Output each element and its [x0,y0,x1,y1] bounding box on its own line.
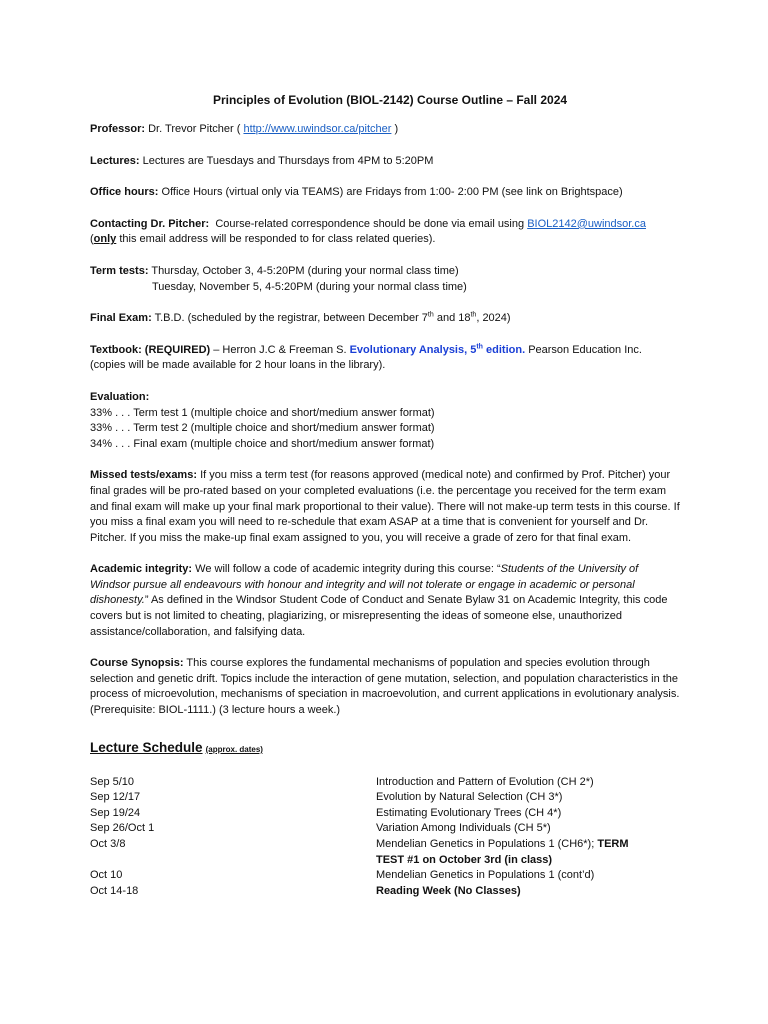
term-test-2: Tuesday, November 5, 4-5:20PM (during your normal class time) [152,280,467,293]
lectures-label: Lectures: [90,154,140,167]
final-exam-text-c: , 2024) [476,312,511,325]
textbook-label: Textbook: (REQUIRED) [90,343,211,356]
evaluation-item: 33% . . . Term test 1 (multiple choice and short/medium answer format) [90,406,435,419]
schedule-topic-cell [376,853,680,869]
academic-integrity-text-b: ” As defined in the Windsor Student Code of Conduct and Senate Bylaw 31 on Academic Integrity, this code covers but is not limited to cheating, plagiarizing, or misrepresenting the ideas of someone else, unauthorized assistance/collaboration, and falsifying data. [90,594,668,638]
final-exam-sup-b: th [470,311,477,319]
lecture-schedule-subtitle: (approx. dates) [205,744,263,754]
schedule-row [90,837,680,853]
term-tests-label: Term tests: [90,264,149,277]
final-exam-text-b: and 18 [436,312,471,325]
schedule-topic: Introduction and Pattern of Evolution (CH 2*) [376,775,594,788]
course-email-link[interactable]: BIOL2142@uwindsor.ca [527,217,646,230]
evaluation-section [90,390,680,452]
textbook-paragraph [90,343,680,374]
final-exam-sup-a: th [427,311,434,319]
contacting-open-paren: ( [90,233,94,246]
professor-close: ) [394,123,399,135]
academic-integrity-text-a: We will follow a code of academic integrity during this course: “ [195,563,501,576]
missed-tests-label: Missed tests/exams: [90,469,197,482]
textbook-title-sup: th [476,343,483,351]
schedule-topic-cell [376,884,680,900]
contacting-only: only [93,233,117,246]
schedule-topic-cell [376,837,680,853]
professor-website-link[interactable]: http://www.uwindsor.ca/pitcher [243,123,392,135]
course-synopsis-text: This course explores the fundamental mechanisms of population and species evolution through selection and genetic drift. Topics include the interaction of gene mutation, selection, and population characteristics in the process of microevolution, mechanisms of speciation in macroevolution, and current applications in evolutionary analysis. (Prerequisite: BIOL-1111.) (3 lecture hours a week.) [90,657,680,717]
schedule-topic-bold: TERM [597,838,629,850]
contacting-text2: this email address will be responded to for class related queries). [119,233,436,246]
final-exam-label: Final Exam: [90,312,152,325]
textbook-edition: edition. [486,343,526,356]
textbook-loan-note: (copies will be made available for 2 hour loans in the library). [90,359,386,372]
schedule-row [90,884,680,900]
textbook-publisher: Pearson Education Inc. [528,343,642,356]
schedule-topic-cell [376,868,680,884]
lecture-schedule-heading [90,739,680,759]
academic-integrity-quote: Students of the University of Windsor pursue all endeavours with honour and integrity and will not tolerate or engage in academic or personal dishonesty. [90,563,639,607]
professor-line [90,122,680,138]
schedule-topic-cell [376,806,680,822]
schedule-date: Sep 12/17 [90,791,141,804]
textbook-title-text: Evolutionary Analysis, 5 [349,343,477,356]
schedule-row [90,821,680,837]
schedule-topic-cell [376,790,680,806]
schedule-topic: Variation Among Individuals (CH 5*) [376,822,551,835]
textbook-title [350,344,526,356]
schedule-date: Oct 10 [90,869,123,882]
schedule-date [90,853,376,869]
final-exam-line [90,311,680,327]
schedule-topic: Evolution by Natural Selection (CH 3*) [376,791,563,804]
schedule-topic-cell [376,821,680,837]
professor-name: Dr. Trevor Pitcher ( [148,123,241,135]
schedule-date: Sep 26/Oct 1 [90,822,155,835]
lectures-text: Lectures are Tuesdays and Thursdays from 4PM to 5:20PM [142,154,434,167]
page-title: Principles of Evolution (BIOL-2142) Course Outline – Fall 2024 [212,93,568,107]
course-synopsis-paragraph [90,656,680,718]
course-outline [90,90,680,899]
office-hours-text: Office Hours (virtual only via TEAMS) are Fridays from 1:00- 2:00 PM (see link on Brightspace) [161,186,623,199]
schedule-row [90,790,680,806]
contacting-text: Course-related correspondence should be done via email using [215,217,525,230]
schedule-row [90,806,680,822]
missed-tests-text: If you miss a term test (for reasons approved (medical note) and confirmed by Prof. Pitcher) your final grades will be pro-rated based on your completed evaluations (i.e. the percentage you received for the term exam and final exam will make up your final mark proportional to their value). There will not make-up term tests in this course. If you miss a final exam you will need to re-schedule that exam ASAP at a time that is convenient for yourself and Dr. Pitcher. If you miss the make-up final exam assigned to you, you will receive a grade of zero for that final exam. [90,469,680,544]
schedule-topic-bold: TEST #1 on October 3rd (in class) [376,853,553,866]
lecture-schedule-title: Lecture Schedule [90,739,203,755]
contacting-paragraph [90,217,680,248]
schedule-topic-bold: Reading Week (No Classes) [376,884,521,897]
schedule-topic: Mendelian Genetics in Populations 1 (CH6*); [376,838,595,850]
schedule-date: Sep 19/24 [90,806,141,819]
lectures-line [90,154,680,170]
term-tests-paragraph [90,264,680,295]
textbook-authors: – Herron J.C & Freeman S. [213,343,347,356]
evaluation-item: 34% . . . Final exam (multiple choice and short/medium answer format) [90,437,435,450]
office-hours-line [90,185,680,201]
evaluation-item: 33% . . . Term test 2 (multiple choice and short/medium answer format) [90,422,435,435]
professor-label: Professor: [90,123,146,135]
missed-tests-paragraph [90,468,680,546]
final-exam-text-a: T.B.D. (scheduled by the registrar, between December 7 [154,312,428,325]
schedule-row [90,853,680,869]
contacting-label: Contacting Dr. Pitcher: [90,217,210,230]
evaluation-label: Evaluation: [90,390,150,403]
lecture-schedule-table [90,775,680,900]
schedule-date: Oct 3/8 [90,838,126,850]
schedule-date: Sep 5/10 [90,775,135,788]
schedule-topic: Estimating Evolutionary Trees (CH 4*) [376,806,562,819]
schedule-topic: Mendelian Genetics in Populations 1 (cont’d) [376,869,595,882]
office-hours-label: Office hours: [90,186,159,199]
schedule-row [90,868,680,884]
course-synopsis-label: Course Synopsis: [90,657,184,670]
academic-integrity-label: Academic integrity: [90,563,193,576]
academic-integrity-paragraph [90,562,680,640]
schedule-date: Oct 14-18 [90,884,139,897]
term-test-1: Thursday, October 3, 4-5:20PM (during your normal class time) [151,264,459,277]
schedule-row [90,775,680,791]
schedule-topic-cell [376,775,680,791]
